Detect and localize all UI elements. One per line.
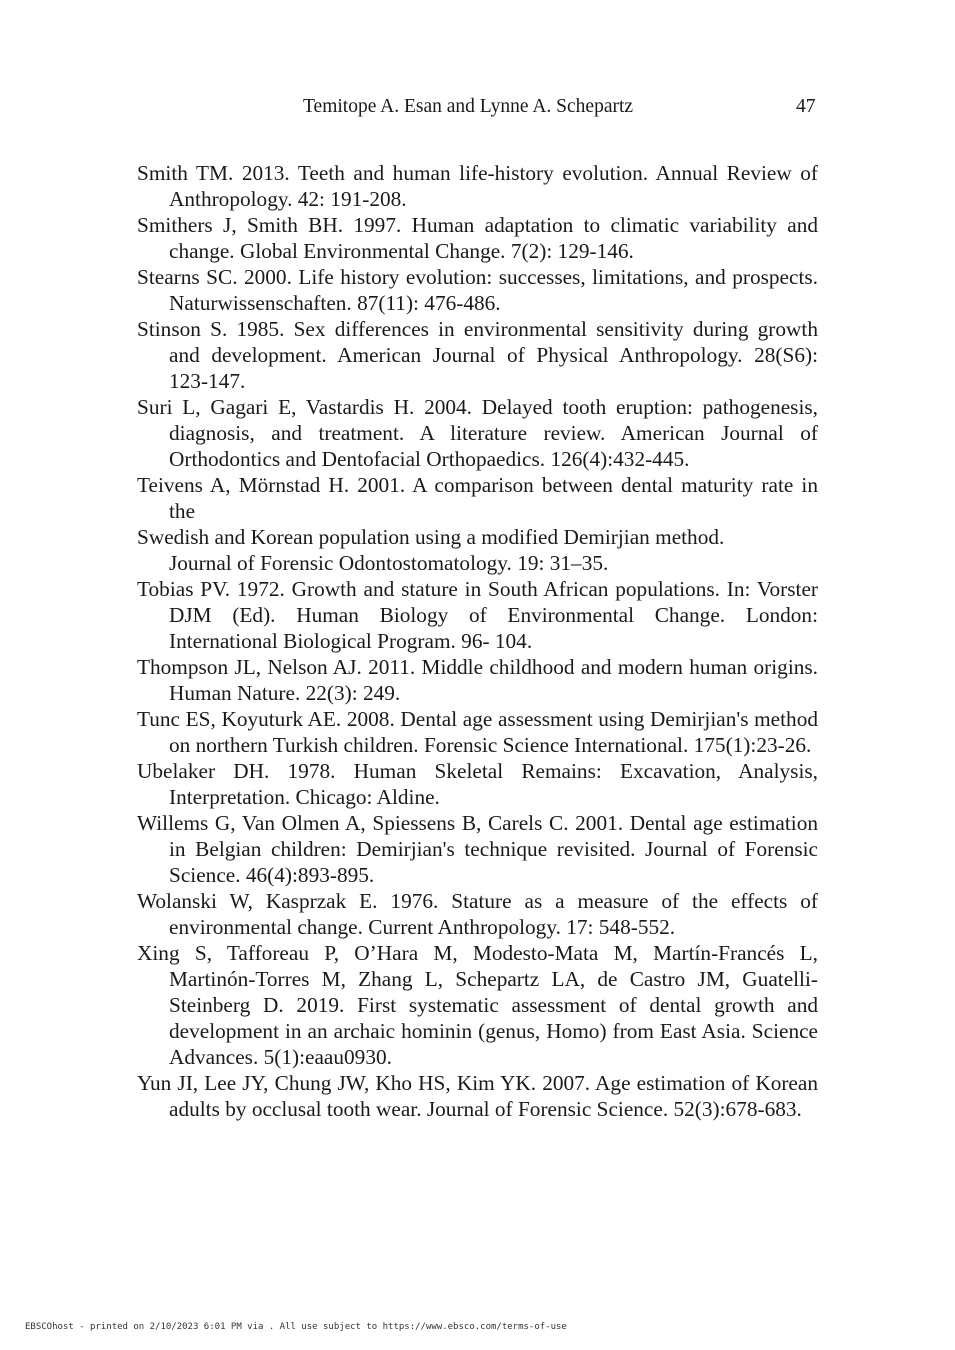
reference-item: Thompson JL, Nelson AJ. 2011. Middle childhood and modern human origins. Human Nature. 22(3): 249. <box>137 655 818 705</box>
reference-item: Tunc ES, Koyuturk AE. 2008. Dental age assessment using Demirjian's method on northern Turkish children. Forensic Science International. 175(1):23-26. <box>137 707 818 757</box>
reference-item: Smith TM. 2013. Teeth and human life-history evolution. Annual Review of Anthropology. 42: 191-208. <box>137 161 818 211</box>
reference-item: Xing S, Tafforeau P, O’Hara M, Modesto-Mata M, Martín-Francés L, Martinón-Torres M, Zhang L, Schepartz LA, de Castro JM, Guatelli-Steinberg D. 2019. First systematic assessment of dental growth and development in an archaic hominin (genus, Homo) from East Asia. Science Advances. 5(1):eaau0930. <box>137 941 818 1069</box>
reference-item-first-line: Swedish and Korean population using a modified Demirjian method. <box>137 525 725 549</box>
reference-item: Wolanski W, Kasprzak E. 1976. Stature as a measure of the effects of environmental change. Current Anthropology. 17: 548-552. <box>137 889 818 939</box>
reference-item: Suri L, Gagari E, Vastardis H. 2004. Delayed tooth eruption: pathogenesis, diagnosis, and treatment. A literature review. American Journal of Orthodontics and Dentofacial Orthopaedics. 126(4):432-445. <box>137 395 818 471</box>
reference-item: Tobias PV. 1972. Growth and stature in South African populations. In: Vorster DJM (Ed). Human Biology of Environmental Change. London: International Biological Program. 96- 104. <box>137 577 818 653</box>
page-number: 47 <box>796 96 816 117</box>
reference-item: Stinson S. 1985. Sex differences in environmental sensitivity during growth and development. American Journal of Physical Anthropology. 28(S6): 123-147. <box>137 317 818 393</box>
running-head-authors: Temitope A. Esan and Lynne A. Schepartz <box>303 96 634 117</box>
reference-item: Ubelaker DH. 1978. Human Skeletal Remains: Excavation, Analysis, Interpretation. Chicago: Aldine. <box>137 759 818 809</box>
reference-list <box>137 160 818 1122</box>
reference-item-continuation: Journal of Forensic Odontostomatology. 19: 31–35. <box>169 551 609 575</box>
ebscohost-footer: EBSCOhost - printed on 2/10/2023 6:01 PM via . All use subject to https://www.ebsco.com/terms-of-use <box>25 1322 567 1332</box>
reference-item <box>137 524 818 576</box>
reference-item: Yun JI, Lee JY, Chung JW, Kho HS, Kim YK. 2007. Age estimation of Korean adults by occlusal tooth wear. Journal of Forensic Science. 52(3):678-683. <box>137 1071 818 1121</box>
reference-item: Smithers J, Smith BH. 1997. Human adaptation to climatic variability and change. Global Environmental Change. 7(2): 129-146. <box>137 213 818 263</box>
reference-item: Teivens A, Mörnstad H. 2001. A comparison between dental maturity rate in the <box>137 473 818 523</box>
running-head <box>0 96 955 122</box>
reference-item: Willems G, Van Olmen A, Spiessens B, Carels C. 2001. Dental age estimation in Belgian children: Demirjian's technique revisited. Journal of Forensic Science. 46(4):893-895. <box>137 811 818 887</box>
reference-item: Stearns SC. 2000. Life history evolution: successes, limitations, and prospects. Naturwissenschaften. 87(11): 476-486. <box>137 265 818 315</box>
